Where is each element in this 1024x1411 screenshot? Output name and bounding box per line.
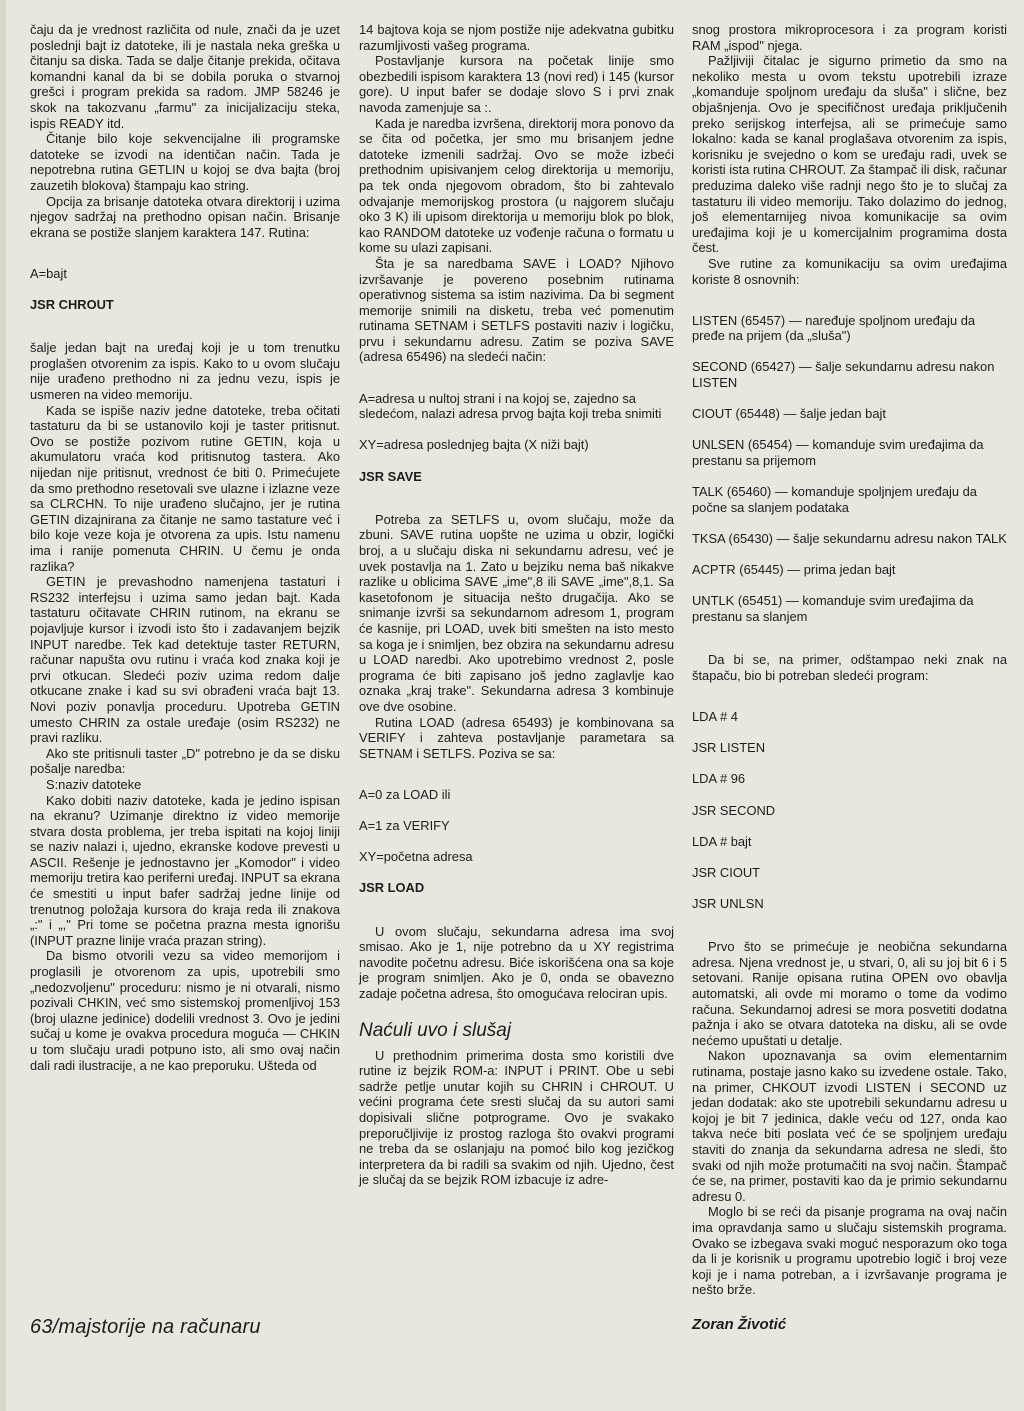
paragraph: Šta je sa naredbama SAVE i LOAD? Njihovo izvršavanje je povereno posebnim rutinama operativnog sistema sa istim nazivima. Da bi segment memorije snimili na disketu, treba već pomenutim rutinama SETNAM i SETLFS postaviti naziv i logičku, prvu i sekundarnu adresu. Zatim se poziva SAVE (adresa 65496) na sledeći način: — [359, 255, 674, 365]
author-signature: Zoran Životić — [692, 1316, 787, 1333]
code-line: A=1 za VERIFY — [359, 818, 450, 834]
code-line: JSR CHROUT — [30, 297, 114, 313]
column-2 — [359, 22, 674, 1188]
paragraph: snog prostora mikroprocesora i za program koristi RAM „ispod" njega. — [692, 22, 1007, 53]
paragraph: Rutina LOAD (adresa 65493) je kombinovana sa VERIFY i zahteva postavljanje parametara sa SETNAM i SETLFS. Poziva se sa: — [359, 714, 674, 761]
code-line: A=adresa u nultoj strani i na kojoj se, zajedno sa sledećom, nalazi adresa prvog bajta koji treba snimiti — [359, 390, 662, 422]
code-line: JSR UNLSN — [692, 896, 764, 912]
code-line: A=0 za LOAD ili — [359, 786, 451, 802]
code-line: JSR LOAD — [359, 880, 425, 896]
page-number-footer: 63/majstorije na računaru — [30, 1316, 261, 1338]
paragraph: Kada se ispiše naziv jedne datoteke, treba očitati tastaturu da bi se ustanovilo koji je taster pritisnut. Ovo se postiže pozivom rutine GETIN, koja u akumulatoru vraća kod pritisnutog tastera. Ako nijedan nije pritisnut, vrednost će biti 0. Primećujete da smo prethodno resetovali sve ulazne i izlazne veze sa CLRCHN. To nije urađeno slučajno, jer je rutina GETIN dizajnirana za čitanje ne samo tastature već i bilo koje veze koja je otvorena za upis. Istu namenu ima i ranije pomenuta CHRIN. U čemu je onda razlika? — [30, 402, 340, 574]
paragraph: U ovom slučaju, sekundarna adresa ima svoj smisao. Ako je 1, nije potrebno da u XY registrima navodite početnu adresu. Biće iskorišćena ona sa koje je program snimljen. Ako je 0, onda se obavezno zadaje početna adresa, što omogućava relociran upis. — [359, 923, 674, 1002]
program-listing — [692, 693, 1007, 927]
code-line: LDA # 96 — [692, 771, 746, 787]
code-line: LDA # bajt — [692, 833, 752, 849]
paragraph: Sve rutine za komunikaciju sa ovim uređajima koriste 8 osnovnih: — [692, 255, 1007, 287]
paragraph: U prethodnim primerima dosta smo koristili dve rutine iz bejzik ROM-a: INPUT i PRINT. Obe u sebi sadrže petlje unutar kojih su CHRIN i CHROUT. U većini programa ćete sresti slučaj da su autori sami dopisivali slične potprograme. Ovo je svakako preporučljivije iz prostog razloga što ovakvi programi ne treba da se oslanjaju na pomoć bilo kog jezičkog interpretera da bi radili sa svakim od njih. Ujedno, čest je slučaj da se bejzik ROM izbacuje iz adre- — [359, 1047, 674, 1188]
column-1 — [30, 22, 340, 1073]
paragraph: Da bismo otvorili vezu sa video memorijom i proglasili je otvorenom za upis, upotrebili smo „nedozvoljenu" proceduru: nismo je ni otvarali, nismo pozivali CHKIN, već smo sistemskoj promenljivoj 153 (broj ulazne jedinice) dodelili vrednost 3. Ovo je jedini sučaj u kome je ovakva procedura moguća — CHKIN u tom slučaju uradi potpuno isto, ali smo ovaj način dali radi ilustracije, a ne kao preporuku. Ušteda od — [30, 948, 340, 1073]
routine-item: CIOUT (65448) — šalje jedan bajt — [692, 406, 886, 422]
routine-item: UNLSEN (65454) — komanduje svim uređajima da prestanu sa prijemom — [692, 437, 984, 469]
code-line: JSR SECOND — [692, 802, 776, 818]
page-spine — [0, 0, 6, 1411]
paragraph: Nakon upoznavanja sa ovim elementarnim rutinama, postaje jasno kako su izvedene ostale. Tako, na primer, CHKOUT izvodi LISTEN i SECOND uz jedan dodatak: ako ste upotrebili sekundarnu adresu u kojoj je bit 7 jedinica, dakle veću od 127, onda kao takva neće biti poslata već će se spoljnjem uređaju staviti do znanja da sekundarna adresa ne sledi, što svaki od njih može protumačiti na svoj način. Štampač će se, na primer, postaviti kao da je primio sekundarnu adresu 0. — [692, 1048, 1007, 1204]
code-line: JSR LISTEN — [692, 740, 766, 756]
code-line: A=bajt — [30, 265, 67, 281]
code-block — [359, 771, 674, 911]
code-line: XY=adresa poslednjeg bajta (X niži bajt) — [359, 437, 589, 453]
routine-item: SECOND (65427) — šalje sekundarnu adresu nakon LISTEN — [692, 359, 995, 391]
paragraph: 14 bajtova koja se njom postiže nije adekvatna gubitku razumljivosti vašeg programa. — [359, 22, 674, 53]
paragraph: Moglo bi se reći da pisanje programa na ovaj način ima opravdanja samo u slučaju sistemskih programa. Ovako se izbegava svaki moguć nesporazum oko toga da li je korisnik u programu upotrebio logič i broj veze koji je i nama potreban, a i izvršavanje programa je nešto brže. — [692, 1204, 1007, 1298]
paragraph: Postavljanje kursora na početak linije smo obezbedili ispisom karaktera 13 (novi red) i 145 (kursor gore). U input bafer se dodaje slovo S i prvi znak navoda zamenjuje sa :. — [359, 53, 674, 115]
paragraph: Da bi se, na primer, odštampao neki znak na štapaču, bio bi potreban sledeći program: — [692, 652, 1007, 683]
code-line: LDA # 4 — [692, 708, 738, 724]
routine-item: UNTLK (65451) — komanduje svim uređajima da prestanu sa slanjem — [692, 593, 974, 624]
paragraph: Čitanje bilo koje sekvencijalne ili programske datoteke se izvodi na identičan način. Tada je nepotrebna rutina GETLIN u kojoj se dva bajta (broj zauzetih blokova) štampaju kao string. — [30, 131, 340, 193]
paragraph: čaju da je vrednost različita od nule, znači da je uzet poslednji bajt iz datoteke, ili je nastala neka greška u čitanju sa diska. Tada se dalje čitanje prekida, očitava komandni kanal da bi se dobila poruka o stvarnoj grešci i program prekida sa radom. JMP 58246 je skok na takozvanu „farmu" za inicijalizaciju steka, ispis READY itd. — [30, 22, 340, 131]
paragraph: Prvo što se primećuje je neobična sekundarna adresa. Njena vrednost je, u stvari, 0, ali su joj bit 6 i 5 setovani. Ranije opisana rutina OPEN ovo obavlja automatski, ali ovde mi moramo o tome da vodimo računa. Sekundarnoj adresi se mora posvetiti dodatna pažnja i ako se otvara datoteka na disku, ali se ovde nećemo upuštati u detalje. — [692, 939, 1007, 1048]
routine-item: ACPTR (65445) — prima jedan bajt — [692, 562, 896, 578]
paragraph: Ako ste pritisnuli taster „D" potrebno je da se disku pošalje naredba: — [30, 745, 340, 777]
code-line: XY=početna adresa — [359, 849, 473, 865]
paragraph: Opcija za brisanje datoteka otvara direktorij i uzima njegov sadržaj na prethodno opisan način. Brisanje ekrana se postiže slanjem karaktera 147. Rutina: — [30, 193, 340, 240]
paragraph: Kada je naredba izvršena, direktorij mora ponovo da se čita od početka, jer smo mu brisanjem jedne datoteke izmenili sadržaj. Ovo se može izbeći prethodnim upisivanjem celog direktorija u memoriju, pa tek onda njegovom obradom, što bi zahtevalo odvajanje memorijskog prostora (u najgorem slučaju oko 3 K) ili upisom direktorija u memoriju blok po blok, kao RANDOM datoteke uz vođenje računa o formatu u kome su ulazi zapisani. — [359, 115, 674, 256]
routine-item: TKSA (65430) — šalje sekundarnu adresu nakon TALK — [692, 531, 1007, 546]
code-line: S:naziv datoteke — [46, 776, 142, 792]
section-heading: Naćuli uvo i slušaj — [359, 1019, 512, 1041]
paragraph: šalje jedan bajt na uređaj koji je u tom trenutku proglašen otvorenim za ispis. Kako to u ovom slučaju nije urađeno prethodno ni za jednu vezu, ispis je usmeren na video memoriju. — [30, 340, 340, 403]
paragraph: Kako dobiti naziv datoteke, kada je jedino ispisan na ekranu? Uzimanje direktno iz video memorije stvara dosta problema, jer treba ispitati na kojoj liniji se naziv nalazi i, ujedno, ekranske kodove prevesti u ASCII. Rešenje je jednostavno jer „Komodor" i video memoriju tretira kao periferni uređaj. INPUT sa ekrana će smestiti u input bafer sadržaj jedne linije od trenutnog položaja kursora do kraja reda ili znakova „:" i „," Pri tome se početna prazna mesta ignorišu (INPUT prazne linije vraća prazan string). — [30, 792, 340, 948]
code-block — [30, 250, 340, 328]
code-line: JSR SAVE — [359, 468, 422, 484]
code-line: JSR CIOUT — [692, 864, 761, 880]
code-block — [359, 375, 674, 500]
routine-list — [692, 297, 1007, 640]
paragraph: GETIN je prevashodno namenjena tastaturi i RS232 interfejsu i uzima samo jedan bajt. Kada tastaturu očitavate CHRIN rutinom, na ekranu se pojavljuje kursor i izvodi isto što i zadavanjem bejzik INPUT naredbe. Tek kad detektuje taster RETURN, računar napušta ovu rutinu i vraća kod znaka koji je prvi otkucan. Sledeći poziv uzima redom dalje otkucane znake i kad su svi obrađeni vraća bajt 13. Novi poziv ponavlja proceduru. Upotreba GETIN umesto CHRIN za ostale uređaje (osim RS232) ne pravi razliku. — [30, 574, 340, 746]
paragraph: Potreba za SETLFS u, ovom slučaju, može da zbuni. SAVE rutina uopšte ne uzima u obzir, logički broj, a u slučaju diska ni sekundarnu adresu, već je uvek postavlja na 1. Zato u bejziku nema baš nikakve razlike u oblicima SAVE „ime",8 ili SAVE „ime",8,1. Sa kasetofonom je situacija nešto drugačija. Ako se snimanje izvrši sa sekundarnom adresom 1, program će kasnije, pri LOAD, uvek biti smešten na isto mesto sa koga je i snimljen, bez obzira na sekundarnu adresu u LOAD naredbi. Ako upotrebimo vrednost 2, posle programa će biti zapisano još jedno zaglavlje kao oznaka „kraj trake". Sekundarna adresa 3 kombinuje ove dve osobine. — [359, 511, 674, 714]
routine-item: TALK (65460) — komanduje spoljnjem uređaju da počne sa slanjem podataka — [692, 484, 977, 515]
routine-item: LISTEN (65457) — naređuje spoljnom uređaju da pređe na prijem (da „sluša") — [692, 312, 976, 344]
column-3 — [692, 22, 1007, 1298]
paragraph: Pažljiviji čitalac je sigurno primetio da smo na nekoliko mesta u ovom tekstu upotrebili izraze „komanduje spoljnom uređaju da sluša" i slične, bez objašnjenja. Ovo je specifičnost uređaja priključenih preko serijskog interfejsa, ali se primećuje samo lokalno: kada se kanal proglašava otvorenim za ispis, korisniku je svejedno o kom se uređaju radi, uvek se koristi ista rutina CHROUT. Za štampač ili disk, računar preduzima daleko više radnji nego što je to slučaj za tastaturu ili video memoriju. Tako dolazimo do jednog, još elementarnijeg nivoa komunikacije sa ovim uređajima koji je u komercijalnim programima dosta čest. — [692, 53, 1007, 256]
